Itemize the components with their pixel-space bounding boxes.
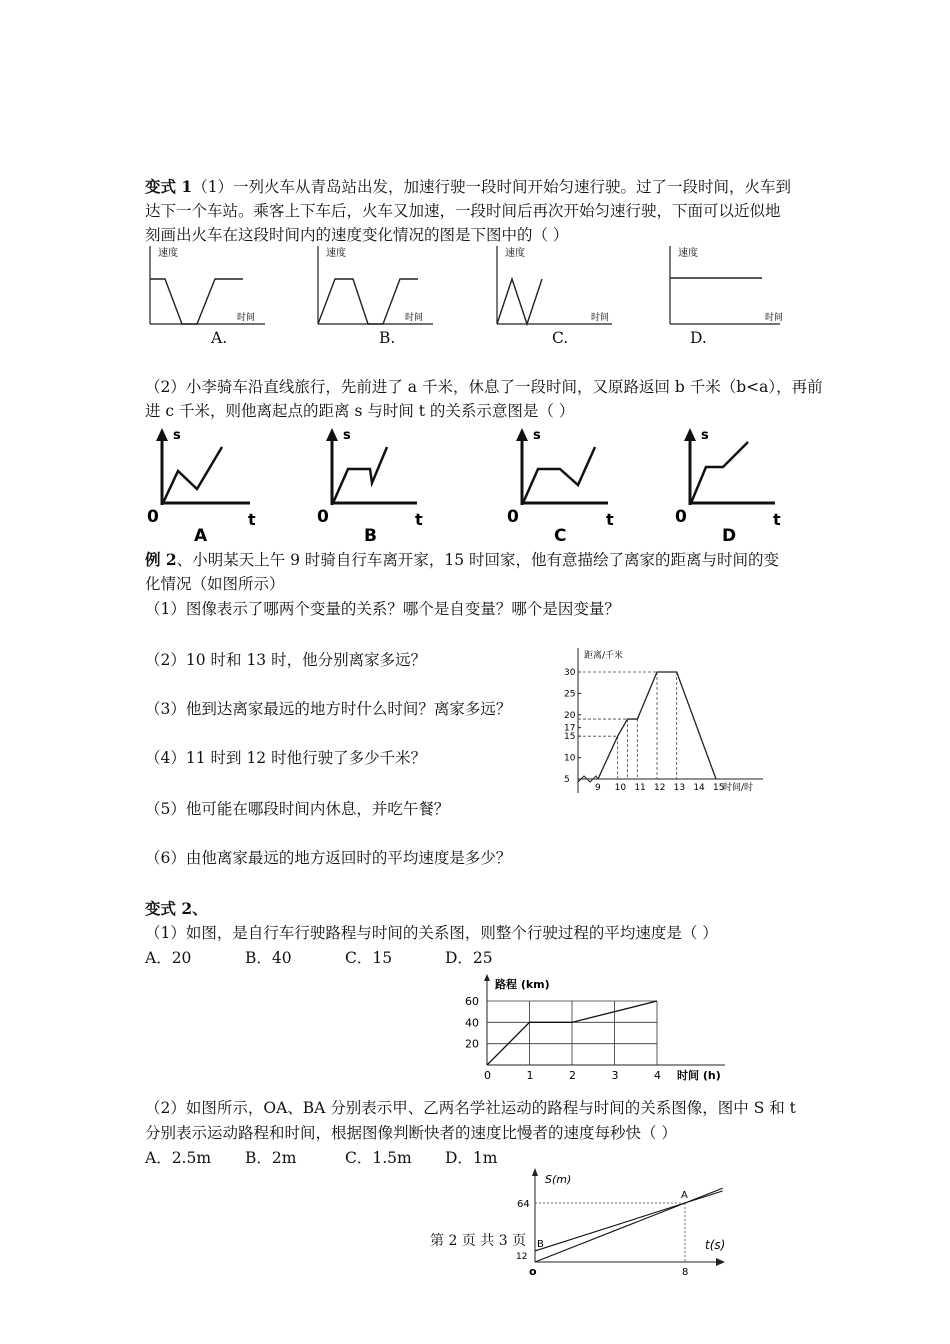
- y-axis-arrow: [484, 974, 490, 981]
- s-label-b: s: [343, 428, 351, 443]
- v1-q2-line-2: 进 c 千米，则他离起点的距离 s 与时间 t 的关系示意图是（ ）: [145, 402, 575, 420]
- v2-q1: （1）如图，是自行车行驶路程与时间的关系图，则整个行驶过程的平均速度是（ ）: [145, 924, 718, 942]
- option-b: B.: [379, 329, 396, 347]
- t-label-b: t: [415, 510, 423, 529]
- x-tick-label: 2: [569, 1069, 576, 1082]
- s-t-chart: [505, 1165, 760, 1280]
- y-tick-label: 20: [465, 1037, 479, 1051]
- time-label-d: 时间: [765, 313, 784, 323]
- point-label-b: B: [537, 1238, 544, 1250]
- speed-label-b: 速度: [326, 248, 346, 259]
- st-option-c: C: [554, 526, 567, 546]
- st-graph-d: [673, 425, 803, 546]
- v1-line-1: 变式 1（1）一列火车从青岛站出发，加速行驶一段时间开始匀速行驶。过了一段时间，火车到: [145, 177, 792, 196]
- v1-label: 变式 1: [145, 177, 193, 196]
- point-label-o: o: [529, 1265, 537, 1278]
- st-option-b: B: [364, 526, 377, 546]
- speed-graph-d: [665, 244, 795, 329]
- v1-q2-line-1: （2）小李骑车沿直线旅行，先前进了 a 千米，休息了一段时间，又原路返回 b 千米（b<a），再前: [145, 378, 823, 396]
- x-tick-label: 0: [484, 1069, 491, 1082]
- time-label-a: 时间: [237, 313, 256, 323]
- y-tick-label: 12: [516, 1251, 528, 1262]
- speed-graph-c: [492, 244, 622, 329]
- series-line-oa: [535, 1188, 726, 1262]
- v1-line-3: 刻画出火车在这段时间内的速度变化情况的图是下图中的（ ）: [145, 226, 569, 244]
- st-option-a: A: [194, 526, 208, 546]
- y-axis-label: S(m): [545, 1173, 572, 1186]
- y-tick-label: 60: [465, 995, 479, 1008]
- ex2-line-1: 例 2、小明某天上午 9 时骑自行车离开家，15 时回家，他有意描绘了离家的距离与时间的变: [145, 550, 780, 569]
- v2-q2-line-1: （2）如图所示，OA、BA 分别表示甲、乙两名学社运动的路程与时间的关系图像，图中 S 和 t: [145, 1099, 796, 1117]
- x-tick-label: 1: [526, 1069, 534, 1082]
- ex2-question-1: （1）图像表示了哪两个变量的关系？哪个是自变量？哪个是因变量？: [145, 600, 620, 618]
- s-label-a: s: [173, 428, 181, 443]
- y-tick-label: 20: [564, 710, 576, 721]
- y-axis-label: 距离/千米: [584, 651, 624, 661]
- option-a: A.: [211, 329, 228, 347]
- s-label-d: s: [701, 428, 709, 443]
- v2-q1-option-b: B．40: [245, 949, 292, 967]
- road-time-chart: [455, 970, 735, 1085]
- x-tick-label: 11: [634, 783, 646, 793]
- speed-graph-b: [313, 244, 443, 329]
- x-tick-label: 4: [654, 1069, 661, 1082]
- y-tick-label: 25: [564, 689, 576, 700]
- x-tick-label: 3: [611, 1069, 619, 1082]
- ex2-label: 例 2: [145, 550, 177, 569]
- origin-b: 0: [317, 507, 329, 527]
- y-tick-label: 5: [564, 775, 570, 785]
- x-tick-label: 13: [673, 783, 686, 793]
- x-tick-label: 8: [682, 1267, 689, 1278]
- origin-d: 0: [675, 507, 687, 527]
- ex2-question-2: （2）10 时和 13 时，他分别离家多远？: [145, 651, 427, 669]
- speed-label-a: 速度: [158, 248, 178, 259]
- y-tick-label: 17: [564, 723, 576, 734]
- x-axis-label: t(s): [705, 1238, 726, 1252]
- speed-label-c: 速度: [505, 248, 525, 259]
- y-tick-label: 64: [517, 1199, 530, 1210]
- v2-q1-option-c: C．15: [345, 949, 393, 967]
- x-axis-label: 时间 (h): [677, 1069, 721, 1082]
- v2-label: 变式 2、: [145, 899, 208, 918]
- time-label-c: 时间: [591, 313, 610, 323]
- ex2-question-5: （5）他可能在哪段时间内休息，并吃午餐？: [145, 800, 450, 818]
- v2-q2-line-2: 分别表示运动路程和时间，根据图像判断快者的速度比慢者的速度每秒快（ ）: [145, 1124, 677, 1142]
- st-graph-c: [505, 425, 635, 546]
- page-footer: 第 2 页 共 3 页: [430, 1233, 527, 1249]
- distance-time-chart: [548, 640, 778, 800]
- x-tick-label: 10: [614, 783, 627, 793]
- origin-c: 0: [507, 507, 519, 527]
- ex2-question-3: （3）他到达离家最远的地方时什么时间？离家多远？: [145, 700, 512, 718]
- option-c: C.: [552, 329, 569, 347]
- v2-q2-option-b: B．2m: [245, 1149, 297, 1167]
- ex2-question-6: （6）由他离家最远的地方返回时的平均速度是多少？: [145, 849, 512, 867]
- option-d: D.: [690, 329, 707, 347]
- x-axis-label: 时间/时: [723, 783, 754, 793]
- ex2-line-2: 化情况（如图所示）: [145, 575, 285, 593]
- time-label-b: 时间: [405, 313, 424, 323]
- v2-q2-option-a: A．2.5m: [145, 1149, 212, 1167]
- origin-a: 0: [147, 507, 159, 527]
- y-tick-label: 30: [564, 668, 576, 678]
- y-tick-label: 10: [564, 753, 576, 764]
- series-line-ba: [535, 1191, 726, 1252]
- y-axis-arrow: [532, 1168, 538, 1176]
- x-tick-label: 9: [595, 783, 601, 793]
- t-label-d: t: [773, 510, 781, 529]
- t-label-a: t: [248, 510, 256, 529]
- x-tick-label: 12: [654, 783, 666, 793]
- st-graph-b: [315, 425, 445, 546]
- v2-q2-option-d: D．1m: [445, 1149, 498, 1167]
- s-label-c: s: [533, 428, 541, 443]
- v2-q2-option-c: C．1.5m: [345, 1149, 412, 1167]
- speed-label-d: 速度: [678, 248, 698, 259]
- speed-graph-a: [145, 244, 275, 329]
- x-tick-label: 14: [693, 783, 705, 793]
- point-label-a: A: [681, 1190, 688, 1201]
- x-axis-arrow: [716, 1258, 725, 1266]
- v2-q1-option-d: D．25: [445, 949, 493, 967]
- st-graph-a: [145, 425, 275, 546]
- y-tick-label: 15: [564, 732, 576, 743]
- v2-q1-option-a: A．20: [145, 949, 192, 967]
- v1-line-2: 达下一个车站。乘客上下车后，火车又加速，一段时间后再次开始匀速行驶，下面可以近似地: [145, 202, 781, 220]
- ex2-question-4: （4）11 时到 12 时他行驶了多少千米？: [145, 749, 427, 767]
- x-tick-label: 15: [713, 783, 725, 793]
- st-option-d: D: [722, 526, 737, 546]
- t-label-c: t: [606, 510, 614, 529]
- y-axis-label: 路程 (km): [495, 978, 550, 991]
- y-tick-label: 40: [465, 1016, 479, 1030]
